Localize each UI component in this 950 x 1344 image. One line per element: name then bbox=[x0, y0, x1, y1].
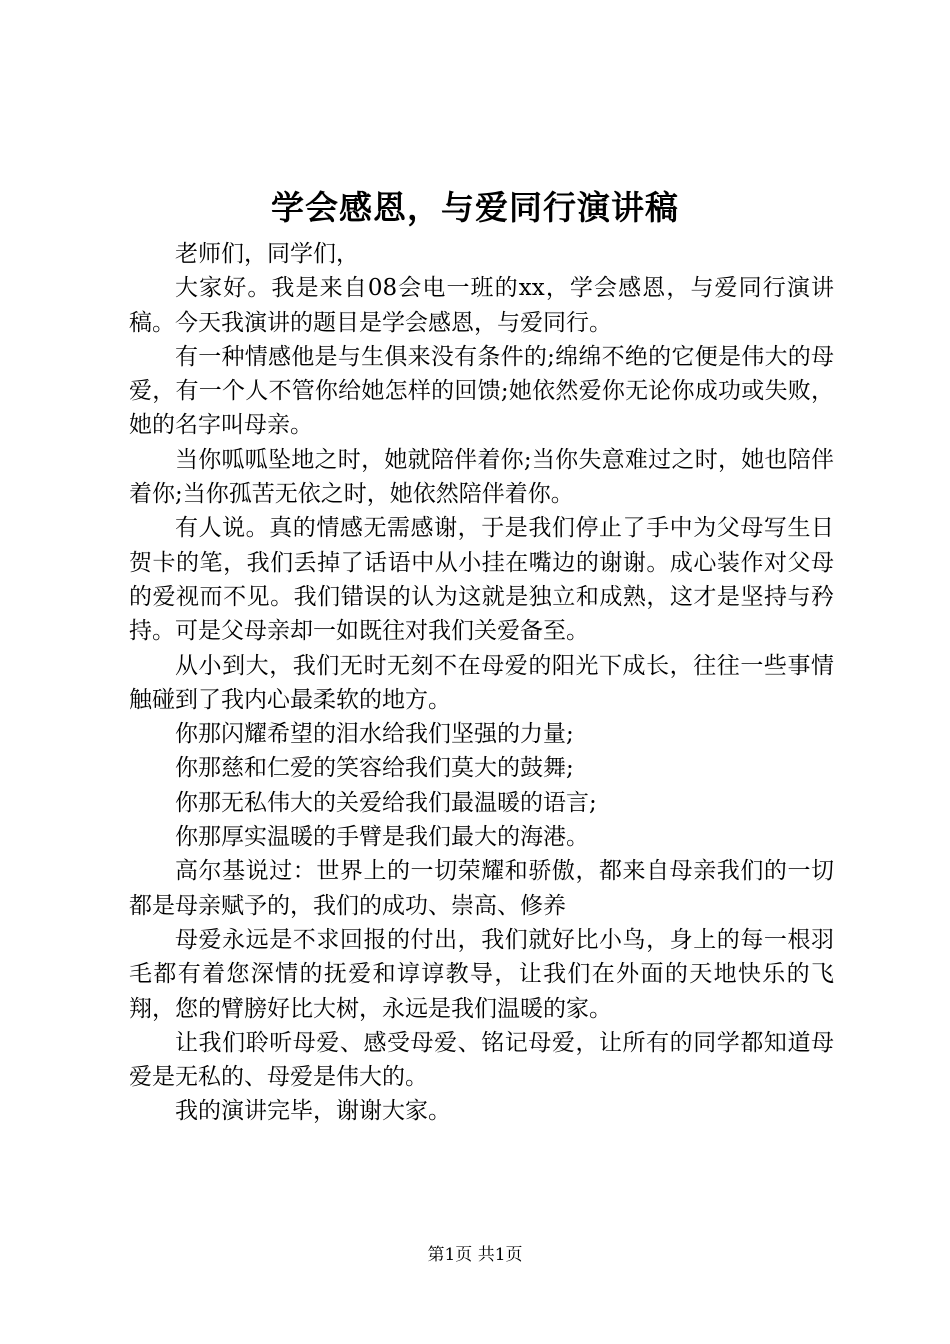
paragraph-closing: 我的演讲完毕，谢谢大家。 bbox=[175, 1098, 451, 1125]
document-body bbox=[129, 237, 834, 1129]
paragraph: 你那慈和仁爱的笑容给我们莫大的鼓舞; bbox=[175, 755, 574, 782]
paragraph: 高尔基说过：世界上的一切荣耀和骄傲，都来自母亲我们的一切都是母亲赋予的，我们的成功、崇高、修养 bbox=[129, 858, 834, 919]
page-number-footer: 第1页 共1页 bbox=[427, 1245, 523, 1265]
paragraph: 你那厚实温暖的手臂是我们最大的海港。 bbox=[175, 824, 589, 851]
paragraph: 从小到大，我们无时无刻不在母爱的阳光下成长，往往一些事情触碰到了我内心最柔软的地方。 bbox=[129, 652, 834, 713]
paragraph-greeting: 老师们，同学们， bbox=[175, 241, 359, 267]
paragraph: 你那无私伟大的关爱给我们最温暖的语言; bbox=[175, 789, 597, 816]
paragraph: 有一种情感他是与生俱来没有条件的;绵绵不绝的它便是伟大的母爱，有一个人不管你给她怎样的回馈;她依然爱你无论你成功或失败，她的名字叫母亲。 bbox=[129, 343, 834, 439]
paragraph: 母爱永远是不求回报的付出，我们就好比小鸟，身上的每一根羽毛都有着您深情的抚爱和谆谆教导，让我们在外面的天地快乐的飞翔，您的臂膀好比大树，永远是我们温暖的家。 bbox=[129, 926, 834, 1022]
paragraph: 让我们聆听母爱、感受母爱、铭记母爱，让所有的同学都知道母爱是无私的、母爱是伟大的。 bbox=[129, 1029, 834, 1091]
paragraph: 有人说。真的情感无需感谢，于是我们停止了手中为父母写生日贺卡的笔，我们丢掉了话语中从小挂在嘴边的谢谢。成心装作对父母的爱视而不见。我们错误的认为这就是独立和成熟，这才是坚持与矜持。可是父母亲却一如既往对我们关爱备至。 bbox=[129, 515, 834, 645]
document-title: 学会感恩，与爱同行演讲稿 bbox=[271, 188, 679, 227]
paragraph: 当你呱呱坠地之时，她就陪伴着你;当你失意难过之时，她也陪伴着你;当你孤苦无依之时，她依然陪伴着你。 bbox=[129, 446, 834, 508]
paragraph-introduction: 大家好。我是来自08会电一班的xx，学会感恩，与爱同行演讲稿。今天我演讲的题目是学会感恩，与爱同行。 bbox=[129, 275, 834, 336]
paragraph: 你那闪耀希望的泪水给我们坚强的力量; bbox=[175, 721, 574, 748]
